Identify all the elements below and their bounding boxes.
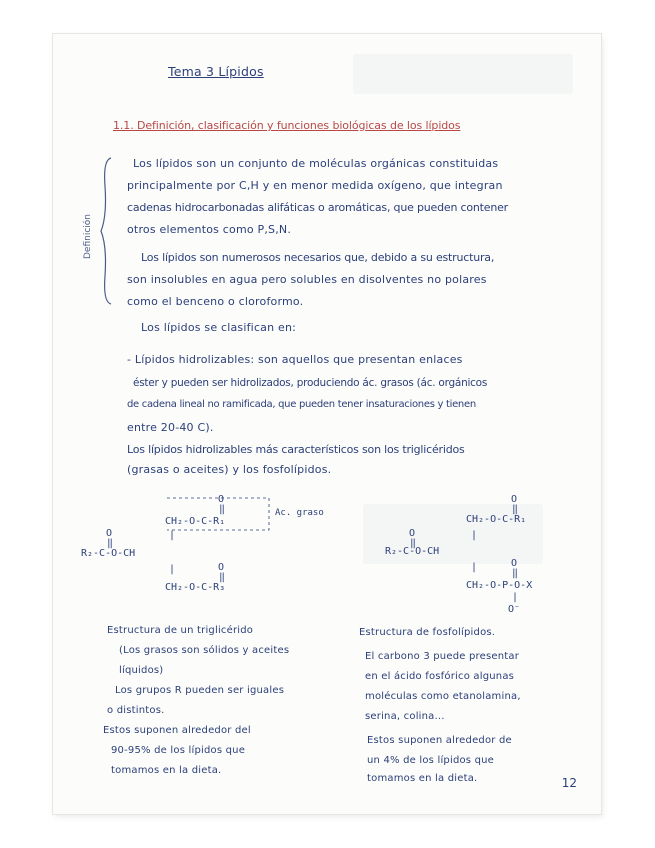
- formula-oxygen: O: [106, 528, 113, 539]
- formula-bond: |: [169, 530, 176, 541]
- formula-double-bond: ‖: [219, 572, 226, 583]
- property-line: son insolubles en agua pero solubles en disolventes no polares: [127, 273, 487, 286]
- page-number: 12: [561, 776, 577, 790]
- formula-double-bond: ‖: [107, 538, 114, 549]
- pl-caption-line: serina, colina...: [365, 711, 445, 722]
- formula-double-bond: ‖: [219, 504, 226, 515]
- hydrolyzable-line: Los lípidos hidrolizables más característicos son los triglicéridos: [127, 443, 465, 456]
- hydrolyzable-line: - Lípidos hidrolizables: son aquellos que presentan enlaces: [127, 353, 463, 366]
- tg-note-line: tomamos en la dieta.: [111, 765, 222, 776]
- brace-icon: [99, 156, 113, 306]
- tg-caption-line: Los grupos R pueden ser iguales: [115, 685, 285, 696]
- notebook-page: [53, 34, 601, 814]
- pl-note-line: tomamos en la dieta.: [367, 773, 478, 784]
- pl-caption-line: Estructura de fosfolípidos.: [359, 627, 496, 638]
- formula-row: R₂-C-O-CH: [385, 546, 440, 557]
- formula-double-bond: ‖: [410, 538, 417, 549]
- hydrolyzable-line: éster y pueden ser hidrolizados, produciendo ác. grasos (ác. orgánicos: [133, 377, 488, 389]
- tg-caption-line: líquidos): [119, 665, 164, 676]
- definition-line: cadenas hidrocarbonadas alifáticas o aromáticas, que pueden contener: [127, 201, 509, 214]
- section-heading: 1.1. Definición, clasificación y funciones biológicas de los lípidos: [113, 119, 461, 132]
- formula-oxygen: O: [409, 528, 416, 539]
- formula-row: R₂-C-O-CH: [81, 548, 136, 559]
- tg-note-line: Estos suponen alrededor del: [103, 725, 251, 736]
- tg-caption-line: (Los grasos son sólidos y aceites: [119, 645, 290, 656]
- definition-line: Los lípidos son un conjunto de moléculas orgánicas constituidas: [133, 157, 499, 170]
- formula-oxygen: O: [511, 494, 518, 505]
- page-title: Tema 3 Lípidos: [168, 64, 264, 79]
- definition-line: otros elementos como P,S,N.: [127, 223, 292, 236]
- formula-row: CH₂-O-C-R₁: [165, 516, 226, 527]
- pl-caption-line: moléculas como etanolamina,: [365, 691, 521, 702]
- pl-caption-line: en el ácido fosfórico algunas: [365, 671, 515, 682]
- formula-double-bond: ‖: [512, 568, 519, 579]
- bleed-through-shadow: [353, 54, 573, 94]
- tg-note-line: 90-95% de los lípidos que: [111, 745, 246, 756]
- formula-oxygen: O: [511, 558, 518, 569]
- property-line: como el benceno o cloroformo.: [127, 295, 304, 308]
- side-label-definicion: Definición: [83, 214, 93, 259]
- dashed-bracket: [163, 494, 273, 534]
- pl-note-line: un 4% de los lípidos que: [367, 755, 495, 766]
- formula-bond: |: [169, 564, 176, 575]
- pl-caption-line: El carbono 3 puede presentar: [365, 651, 520, 662]
- tg-caption-line: Estructura de un triglicérido: [107, 625, 254, 636]
- formula-oxygen: O: [218, 562, 225, 573]
- ester-label: Ac. graso: [275, 508, 324, 518]
- formula-row: CH₂-O-P-O-X: [466, 580, 533, 591]
- formula-double-bond: ‖: [512, 504, 519, 515]
- formula-bond: |: [512, 592, 519, 603]
- formula-oxygen: O: [218, 494, 225, 505]
- formula-bond: |: [471, 562, 478, 573]
- hydrolyzable-line: entre 20-40 C).: [127, 421, 214, 434]
- property-line: Los lípidos son numerosos necesarios que, debido a su estructura,: [141, 251, 495, 264]
- definition-line: principalmente por C,H y en menor medida oxígeno, que integran: [127, 179, 503, 192]
- tg-caption-line: o distintos.: [107, 705, 165, 716]
- formula-row: CH₂-O-C-R₁: [466, 514, 527, 525]
- pl-note-line: Estos suponen alrededor de: [367, 735, 512, 746]
- classify-line: Los lípidos se clasifican en:: [141, 321, 297, 334]
- hydrolyzable-line: (grasas o aceites) y los fosfolípidos.: [127, 463, 332, 476]
- formula-oxygen-anion: O⁻: [508, 604, 521, 615]
- formula-bond: |: [471, 530, 478, 541]
- formula-row: CH₂-O-C-R₃: [165, 582, 226, 593]
- hydrolyzable-line: de cadena lineal no ramificada, que pueden tener insaturaciones y tienen: [127, 399, 476, 410]
